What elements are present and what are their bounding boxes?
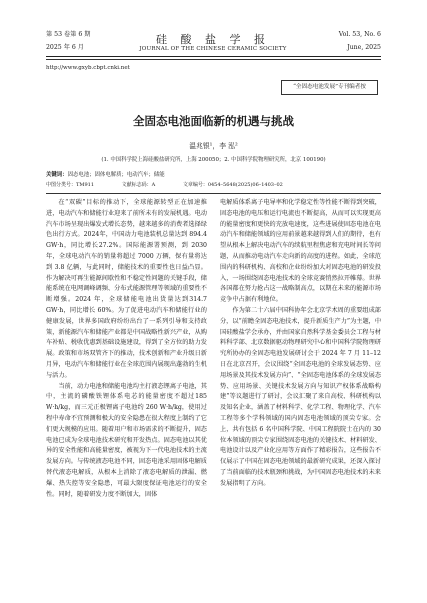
authors: 温兆银¹，李 泓²	[189, 142, 238, 150]
date-cn: 2025 年 6 月	[46, 44, 84, 51]
journal-title-en: JOURNAL OF THE CHINESE CERAMIC SOCIETY	[139, 46, 287, 52]
article-number: 文章编号：0454–5648(2025)06–1403–02	[182, 182, 283, 188]
right-paragraph-2: 作为第二十六届中国科协年会北京学术周的重要组成部分，以“前瞻全固态电池技术，提升新质生产力”为主题，中国硅酸盐学会承办，并由国家自然科学基金委员会工程与材料科学部、北京数据驱动物理研究中心和中国科学院物理研究所协办的全固态电池发展研讨会于 2024 年 7 月 11–12 日在北京召开，会议围绕“全固态电池的全球发展态势、应用场景及其技术发展方向”、“全固态电池体系的全球发展态势、应用场景、关键技术发展方向与知识产权体系战略构建”等议题进行了研讨，会议汇聚了来自高校、科研机构以及知名企业，涵盖了材料科学、化学工程、物理化学、汽车工程等多个学科领域的国内固态电池领域的顶尖专家。会上，共有包括 6 名中国科学院、中国工程院院士在内的 30 位本领域的顶尖专家围绕固态电池的关键技术、材料研发、电池设计以及产业化应用等方面作了精彩报告，这些报告不仅展示了中国在固态电池领域的最新研究成果，还深入探讨了当前面临的技术瓶颈和挑战，为中国固态电池技术的未来发展指明了方向。	[220, 306, 382, 487]
left-paragraph-1: 在“双碳”目标的推动下，全球能源转型正在加速推进，电动汽车和储能行业迎来了前所未有的发展机遇。电动汽车市场呈现出爆发式增长态势，越来越多的消费者选择绿色出行方式。2024年，中国动力电池装机总量达到 894.4 GW·h，同比增长27.2%。国际能源署预测，到 2030 年，全球电动汽车的销量将超过 7000 万辆，保有量将达到 3.8 亿辆，与此同时，储能技术的重要性也日益凸显。作为解决可再生能源间歇性和不稳定性问题的关键手段，储能系统在电网调峰调频、分布式能源管理等领域的重要性不断增强。2024 年，全球储能电池出货量达到314.7 GW·h，同比增长 60%。为了促进电动汽车和储能行业的健康发展，世界多国政府纷纷出台了一系列引导和支持政策，新能源汽车和储能产业都是中国战略性新兴产业，从购车补贴、税收优惠到基础设施建设，得到了全方位的助力发展。政策和市场双管齐下的推动，技术创新和产业升级日新月异，电动汽车和储能行业在全球范围内展现出蓬勃的生机与活力。	[46, 199, 207, 379]
header-rule	[46, 56, 381, 57]
meta-rule	[46, 193, 381, 194]
volume-issue-cn: 第 53 卷第 6 期	[46, 31, 91, 38]
right-column	[220, 198, 381, 490]
clc-number: 中图分类号：TM911	[46, 182, 94, 188]
keywords	[46, 170, 165, 178]
left-column	[46, 198, 207, 500]
keywords-text: 固态电池；固体电解质；电动汽车；储能	[67, 172, 165, 178]
volume-issue-en: Vol. 53, No. 6	[338, 31, 381, 38]
left-paragraph-2: 当前，动力电池和储能电池均主打液态锂离子电池，其中，主流的磷酸铁锂体系电芯的能量密度不超过185 W·h/kg，而三元正极锂离子电池约 260 W·h/kg，使用过程中寿命不宜预测和极大的安全隐患在很大程度上制约了它们更大规模的应用。随着用户和市场需求的不断提升，固态电池已成为全球电池技术研究和开发热点。固态电池以其优异的安全性能和高能量密度，被视为下一代电池技术的主流发展方向。与传统液态电池不同，固态电池采用固体电解质替代液态电解质，从根本上消除了液态电解质的泄漏、燃爆、热失控等安全隐患，可最大限度保证电池运行的安全性。同时，随着研发力度不断加大，固体	[46, 382, 207, 498]
journal-title-cn: 硅 酸 盐 学 报	[156, 33, 270, 46]
header-rule-thin	[46, 59, 381, 60]
right-paragraph-1: 电解质体系离子电导率和化学稳定性等性能不断得到突破，固态电池的电压和运行电流也不断提高，从而可以实现更高的能量密度和更快的充放电速度，这些进展使固态电池在电动汽车和储能领域的应用前景越来越得到人们的期待，也有望从根本上解决电动汽车的续航里程焦虑和充电时间长等问题，从而推动电动汽车走向新的高度的进程。如此，全球范围内的科研机构、高校和企业纷纷加大对固态电池的研发投入，一场围绕固态电池技术的全球竞赛悄然拉开帷幕。世界各国都在努力抢占这一战略制高点，以期在未来的能源市场竞争中占据有利地位。	[220, 199, 381, 304]
column-tag: “全固态电池发展”专刊编者按	[281, 80, 378, 95]
document-code: 文献标志码：A	[121, 182, 156, 188]
article-meta	[46, 181, 309, 188]
article-title: 全固态电池面临新的机遇与挑战	[133, 114, 294, 128]
journal-url[interactable]: http://www.gxyb.cbpt.cnki.net	[46, 65, 130, 71]
keywords-label: 关键词：	[46, 172, 68, 178]
date-en: June, 2025	[347, 44, 381, 51]
affiliations: (1. 中国科学院上海硅酸盐研究所，上海 200050；2. 中国科学院物理研究所，北京 100190)	[101, 157, 326, 163]
